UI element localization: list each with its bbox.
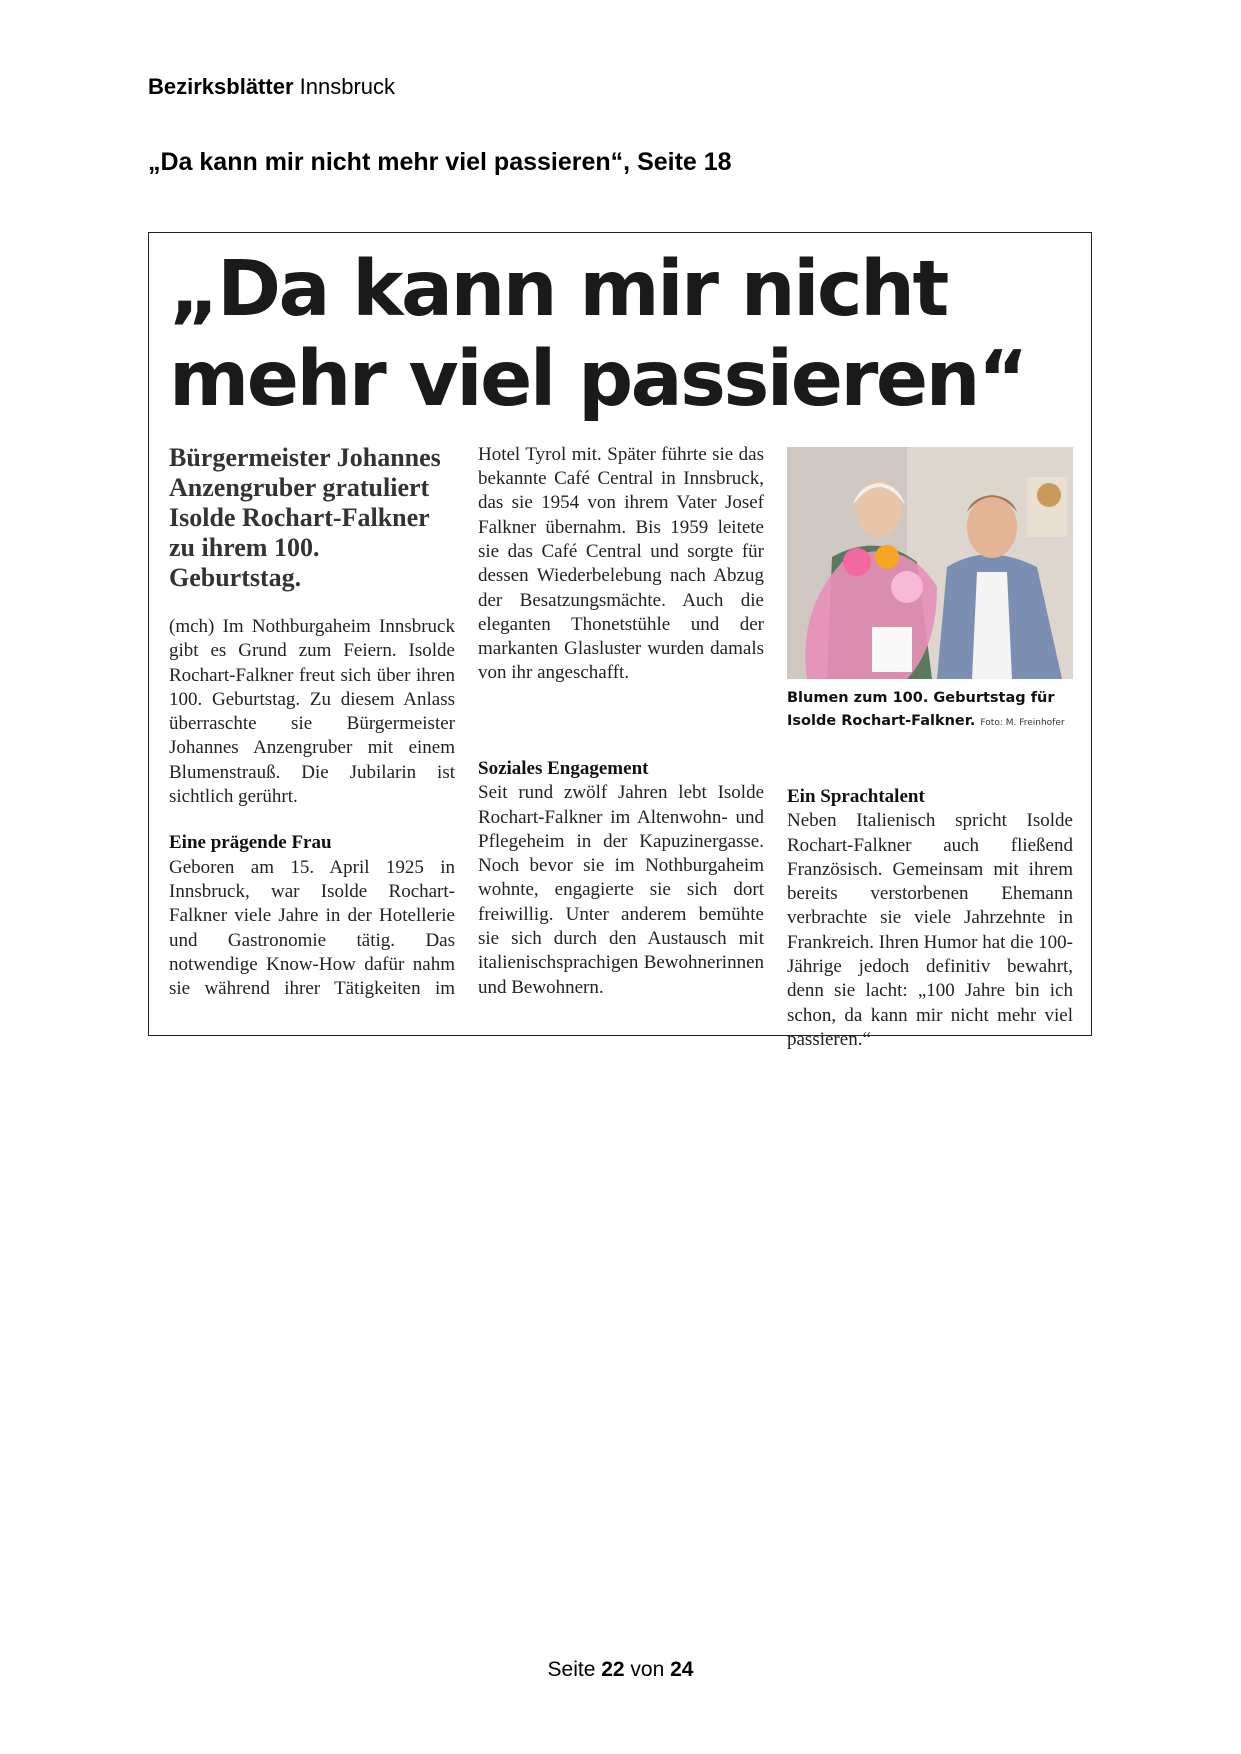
flower-1 — [843, 548, 871, 576]
photo-ornament — [1037, 483, 1061, 507]
publication-name-rest: Innsbruck — [293, 74, 396, 99]
man-face — [967, 496, 1017, 558]
article-photo — [787, 447, 1073, 679]
article-column-2 — [478, 443, 764, 1000]
footer-current-page: 22 — [601, 1658, 625, 1681]
footer-total-pages: 24 — [670, 1658, 694, 1681]
publication-name-bold: Bezirksblätter — [148, 74, 294, 99]
man-shirt — [972, 572, 1012, 679]
section-text-continued-inner: Hotel Tyrol mit. Später führte sie das bekannte Café Central in Innsbruck, das sie 1954 von ihrem Vater Josef Falkner übernahm. Bis 1959 leitete sie das Café Central und sorgte für dessen Wiederbelebung nach Abzug der Besatzungsmächte. Auch die eleganten Thonetstühle und der markanten Glasluster wurden damals von ihr angeschafft. — [478, 443, 764, 684]
footer-middle: von — [624, 1658, 671, 1681]
section-text-praegende-frau-continued — [478, 443, 764, 735]
greeting-card — [872, 627, 912, 672]
section-text-sprachtalent: Neben Italienisch spricht Isolde Rochart-Falkner auch fließend Französisch. Gemeinsam mit ihrem bereits verstorbenen Ehemann verbrachte sie viele Jahrzehnte in Frankreich. Ihren Humor hat die 100-Jährige jedoch definitiv bewahrt, denn sie lacht: „100 Jahre bin ich schon, da kann mir nicht mehr viel passieren.“ — [787, 810, 1073, 1050]
section-title-praegende-frau: Eine prägende Frau — [169, 832, 332, 854]
article-reference: „Da kann mir nicht mehr viel passieren“, Seite 18 — [148, 148, 732, 176]
article-column-1 — [169, 443, 455, 1002]
article-column-3 — [787, 763, 1073, 1052]
page-footer — [0, 1658, 1241, 1682]
photo-caption — [787, 687, 1073, 735]
section-title-soziales-engagement: Soziales Engagement — [478, 758, 649, 779]
headline-line-2: mehr viel passieren“ — [169, 335, 1027, 424]
footer-prefix: Seite — [547, 1658, 602, 1681]
section-text-soziales-engagement: Seit rund zwölf Jahren lebt Isolde Rochart-Falkner im Altenwohn- und Pflegeheim in der Kapuzinergasse. Noch bevor sie im Nothburgaheim wohnte, engagierte sie sich dort freiwillig. Unter anderem bemühte sie sich durch den Austausch mit italienischsprachigen Bewohnerinnen und Bewohnern. — [478, 782, 764, 998]
flower-3 — [891, 571, 923, 603]
publication-name — [148, 74, 395, 100]
photo-credit: Foto: M. Freinhofer — [980, 718, 1065, 728]
article-intro: (mch) Im Nothburgaheim Innsbruck gibt es Grund zum Feiern. Isolde Rochart-Falkner freut sich über ihren 100. Geburtstag. Zu diesem Anlass überraschte sie Bürgermeister Johannes Anzengruber mit einem Blumenstrauß. Die Jubilarin ist sichtlich gerührt. — [169, 616, 455, 808]
section-text-praegende-frau: Geboren am 15. April 1925 in Innsbruck, war Isolde Rochart-Falkner viele Jahre in der Hotellerie und Gastronomie tätig. Das notwendige Know-How dafür nahm sie während ihrer Tätigkeiten im — [169, 856, 455, 1000]
article-headline — [169, 245, 1069, 425]
newspaper-clipping — [148, 232, 1092, 1050]
section-title-sprachtalent: Ein Sprachtalent — [787, 786, 925, 807]
photo-caption-text: Blumen zum 100. Geburtstag für Isolde Rochart-Falkner. — [787, 690, 1055, 729]
flower-2 — [875, 545, 899, 569]
headline-line-1: „Da kann mir nicht — [169, 245, 947, 334]
article-lead: Bürgermeister Johannes Anzengruber gratuliert Isolde Rochart-Falkner zu ihrem 100. Geburtstag. — [169, 443, 441, 592]
